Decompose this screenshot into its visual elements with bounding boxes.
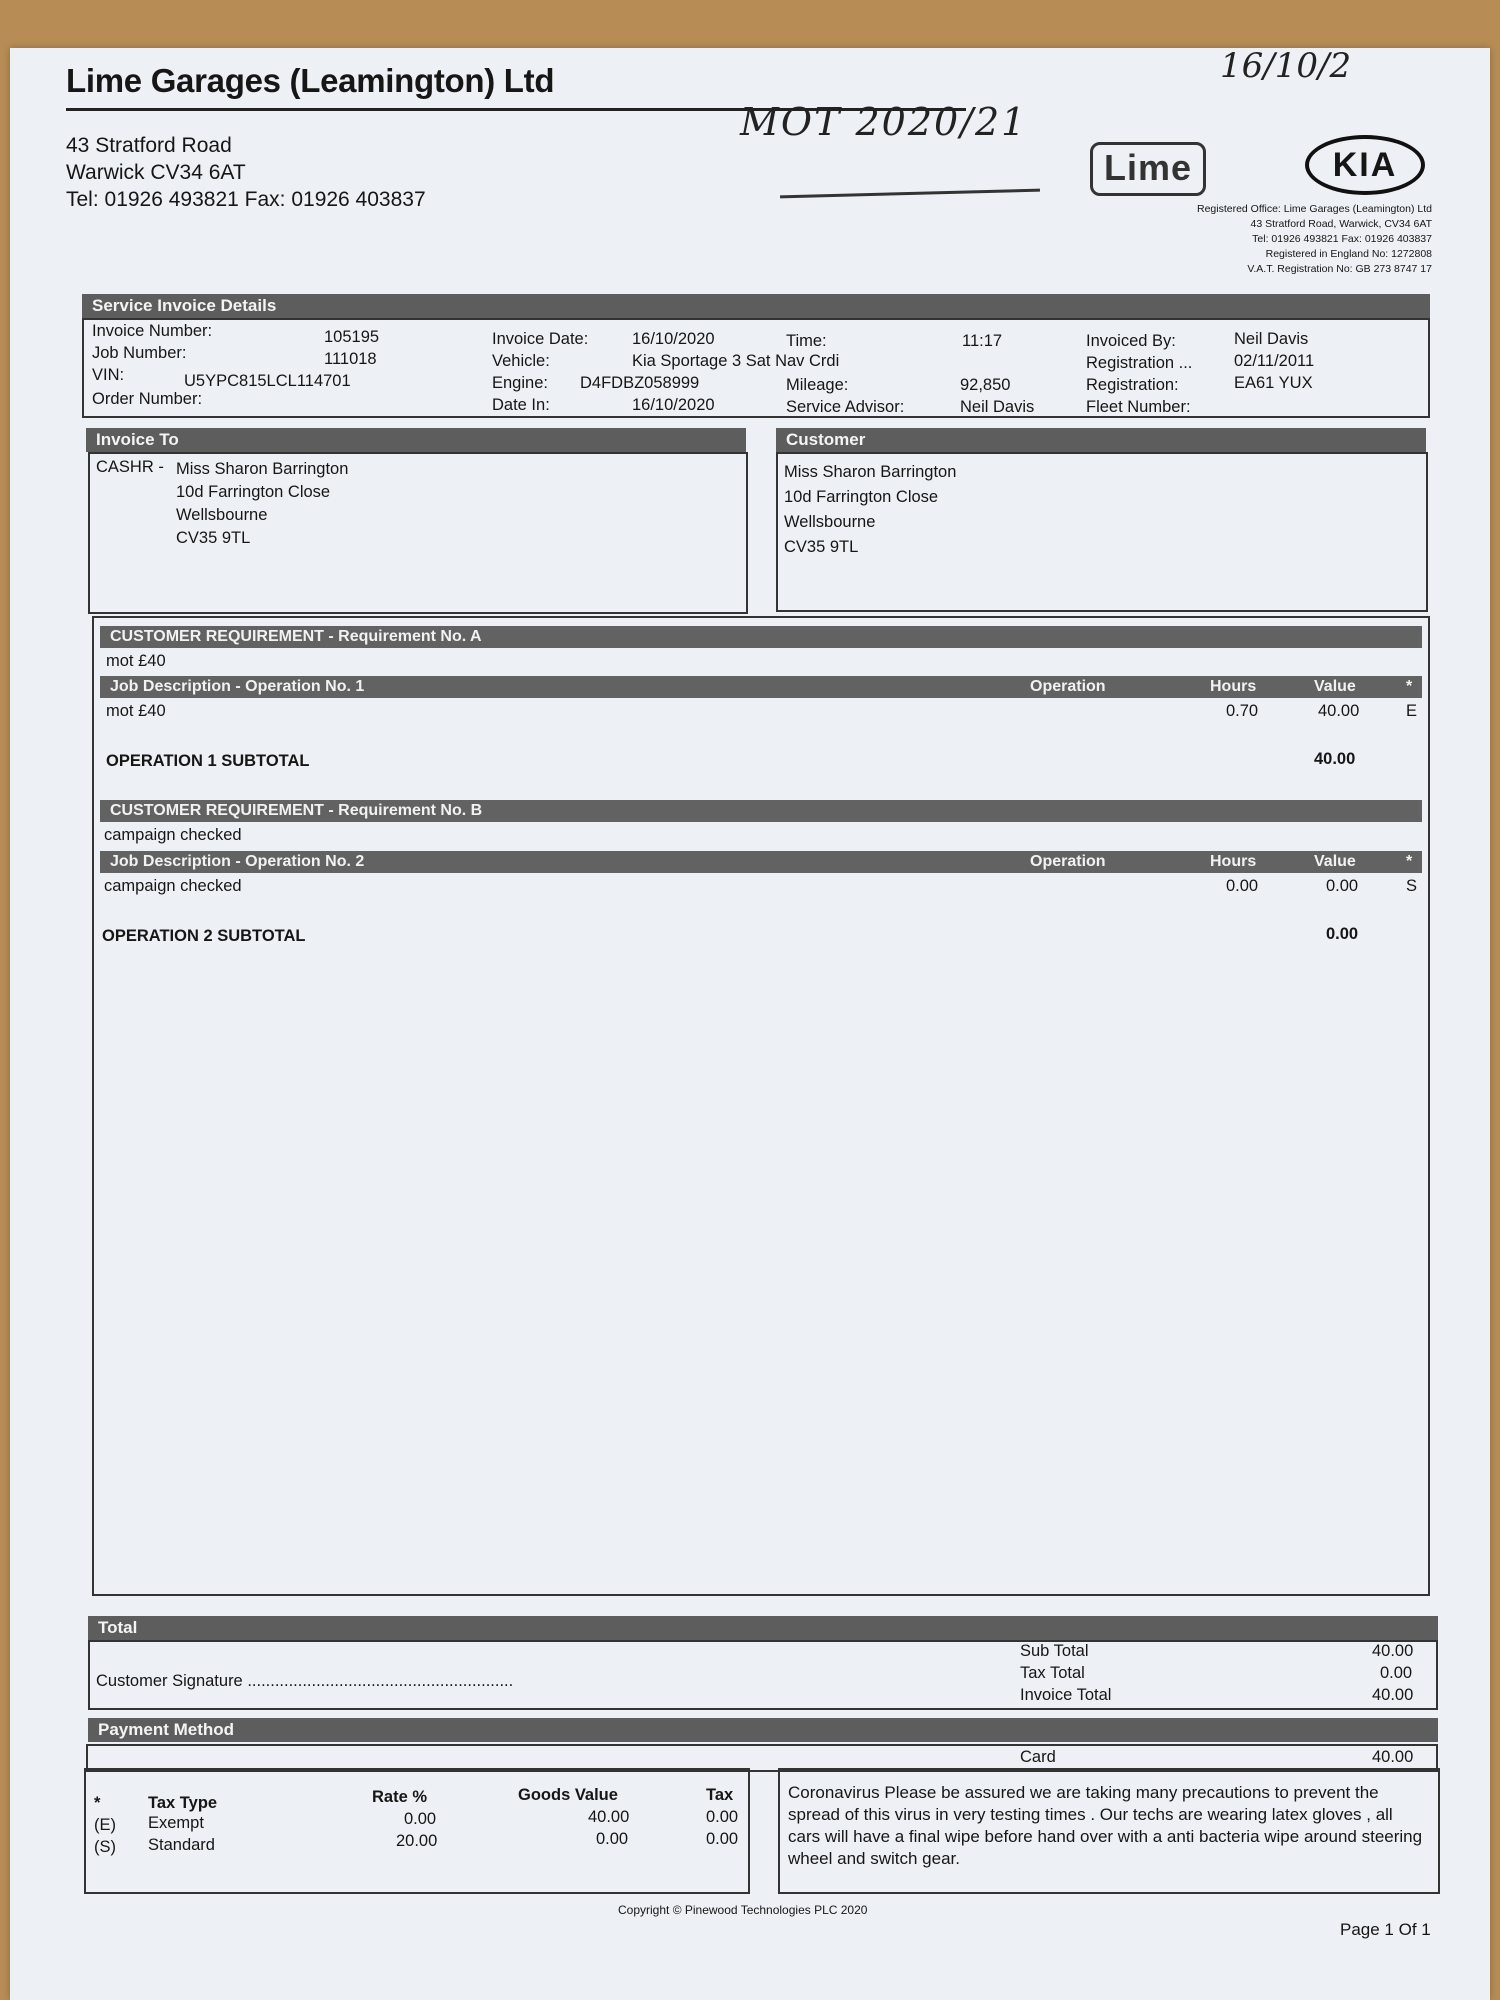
col-star: * [1406,853,1413,870]
date-in: 16/10/2020 [632,396,715,414]
registration-date: 02/11/2011 [1234,352,1315,370]
requirement-b-text: campaign checked [104,826,242,844]
vin: U5YPC815LCL114701 [184,372,351,390]
col-operation: Operation [1030,678,1106,695]
invoice-to-header: Invoice To [86,428,746,452]
operation-2-hours: 0.00 [1226,877,1259,895]
lime-logo: Lime [1090,142,1206,196]
operation-2-subtotal: 0.00 [1326,925,1359,943]
tax-col-star: * [94,1794,101,1812]
mileage-label: Mileage: [786,376,849,394]
registration: EA61 YUX [1234,374,1313,392]
registration-date-label: Registration ... [1086,354,1193,372]
address-line: 10d Farrington Close [784,488,939,506]
customer-box [776,452,1428,612]
col-star: * [1406,678,1413,695]
col-value: Value [1314,853,1356,870]
tax-col-goods: Goods Value [518,1786,618,1804]
phone-fax: Tel: 01926 493821 Fax: 01926 403837 [66,188,426,211]
coronavirus-notice: Coronavirus Please be assured we are taking many precautions to prevent the spread of this virus in very testing times . Our techs are wearing latex gloves , all cars will have a final wipe before hand over with a anti bacteria wipe around steering wheel and switch gear. [788,1783,1423,1868]
operation-2-code: S [1406,877,1418,895]
registration-label: Registration: [1086,376,1179,394]
service-details-header: Service Invoice Details [82,294,1430,318]
tax-total-label: Tax Total [1020,1664,1085,1682]
address-line: CV35 9TL [784,538,859,556]
page-number: Page 1 Of 1 [1340,1920,1431,1939]
address-line: Wellsbourne [784,513,876,531]
payment-method: Card [1020,1748,1056,1766]
sub-total-label: Sub Total [1020,1642,1089,1660]
registered-office [1060,202,1432,277]
customer-address [784,460,956,560]
vehicle: Kia Sportage 3 Sat Nav Crdi [632,352,840,370]
tax-table-box [84,1768,750,1894]
tax-row-rate: 0.00 [404,1810,437,1828]
tax-total: 0.00 [1380,1664,1413,1682]
col-operation: Operation [1030,853,1106,870]
tax-row-goods: 0.00 [596,1830,629,1848]
address-line: Wellsbourne [176,506,268,524]
time-label: Time: [786,332,827,350]
address-line: Miss Sharon Barrington [176,460,349,478]
tax-row-tax: 0.00 [706,1830,739,1848]
engine-label: Engine: [492,374,548,392]
invoiced-by: Neil Davis [1234,330,1309,348]
customer-signature-line: Customer Signature .......................................................... [96,1672,514,1690]
address-line: 43 Stratford Road [66,134,232,157]
tax-row-goods: 40.00 [588,1808,630,1826]
address-line: Warwick CV34 6AT [66,161,246,184]
invoice-date: 16/10/2020 [632,330,715,348]
reg-line: Registered in England No: 1272808 [1265,248,1432,260]
reg-line: V.A.T. Registration No: GB 273 8747 17 [1247,263,1432,275]
operation-2-header [100,851,1422,873]
job-number: 111018 [324,350,377,368]
invoice-number: 105195 [324,328,380,346]
company-name: Lime Garages (Leamington) Ltd [66,62,555,99]
fleet-number-label: Fleet Number: [1086,398,1191,416]
reg-line: 43 Stratford Road, Warwick, CV34 6AT [1250,218,1432,230]
operation-2-value: 0.00 [1326,877,1359,895]
invoice-to-prefix: CASHR - [96,458,164,476]
job-number-label: Job Number: [92,344,187,362]
mileage: 92,850 [960,376,1011,394]
requirement-b-header: CUSTOMER REQUIREMENT - Requirement No. B [100,800,1422,822]
operation-1-subtotal-label: OPERATION 1 SUBTOTAL [106,752,310,770]
operation-1-value: 40.00 [1318,702,1360,720]
col-hours: Hours [1210,678,1257,695]
vehicle-label: Vehicle: [492,352,550,370]
vin-label: VIN: [92,366,125,384]
col-hours: Hours [1210,853,1257,870]
total-header: Total [88,1616,1438,1640]
sub-total: 40.00 [1372,1642,1414,1660]
tax-col-type: Tax Type [148,1794,218,1812]
operation-1-header [100,676,1422,698]
handwritten-date: 16/10/2 [1220,46,1352,86]
invoice-date-label: Invoice Date: [492,330,589,348]
tax-col-rate: Rate % [372,1788,428,1806]
total-box [88,1640,1438,1710]
operation-1-subtotal: 40.00 [1314,750,1356,768]
requirement-a-text: mot £40 [106,652,166,670]
invoice-to-box [88,452,748,614]
engine: D4FDBZ058999 [580,374,700,392]
notice-box [778,1768,1440,1894]
tax-row-type: Standard [148,1836,215,1854]
service-details-box [82,318,1430,418]
date-in-label: Date In: [492,396,550,414]
time: 11:17 [962,332,1003,350]
operation-2-subtotal-label: OPERATION 2 SUBTOTAL [102,927,306,945]
operation-1-title: Job Description - Operation No. 1 [110,678,365,695]
address-line: CV35 9TL [176,529,251,547]
requirement-a-header: CUSTOMER REQUIREMENT - Requirement No. A [100,626,1422,648]
tax-row-rate: 20.00 [396,1832,438,1850]
service-advisor: Neil Davis [960,398,1035,416]
service-advisor-label: Service Advisor: [786,398,905,416]
payment-amount: 40.00 [1372,1748,1414,1766]
operation-2-title: Job Description - Operation No. 2 [110,853,365,870]
operation-1-code: E [1406,702,1418,720]
invoice-total-label: Invoice Total [1020,1686,1112,1704]
payment-method-header: Payment Method [88,1718,1438,1742]
invoice-to-address [176,458,348,550]
tax-row-type: Exempt [148,1814,204,1832]
invoice-number-label: Invoice Number: [92,322,213,340]
handwritten-note: MOT 2020/21 [740,100,1028,144]
reg-line: Registered Office: Lime Garages (Leamington) Ltd [1196,203,1432,215]
address-line: 10d Farrington Close [176,483,331,501]
tax-col-tax: Tax [706,1786,734,1804]
kia-logo: KIA [1305,135,1425,195]
operation-2-desc: campaign checked [104,877,242,895]
tax-row-tax: 0.00 [706,1808,739,1826]
order-number-label: Order Number: [92,390,203,408]
tax-row-code: (E) [94,1816,116,1834]
copyright: Copyright © Pinewood Technologies PLC 2020 [618,1903,868,1917]
customer-header: Customer [776,428,1426,452]
tax-row-code: (S) [94,1838,116,1856]
address-line: Miss Sharon Barrington [784,463,957,481]
col-value: Value [1314,678,1356,695]
invoice-total: 40.00 [1372,1686,1414,1704]
invoiced-by-label: Invoiced By: [1086,332,1176,350]
reg-line: Tel: 01926 493821 Fax: 01926 403837 [1252,233,1432,245]
operation-1-hours: 0.70 [1226,702,1259,720]
operation-1-desc: mot £40 [106,702,166,720]
company-address [66,132,426,213]
